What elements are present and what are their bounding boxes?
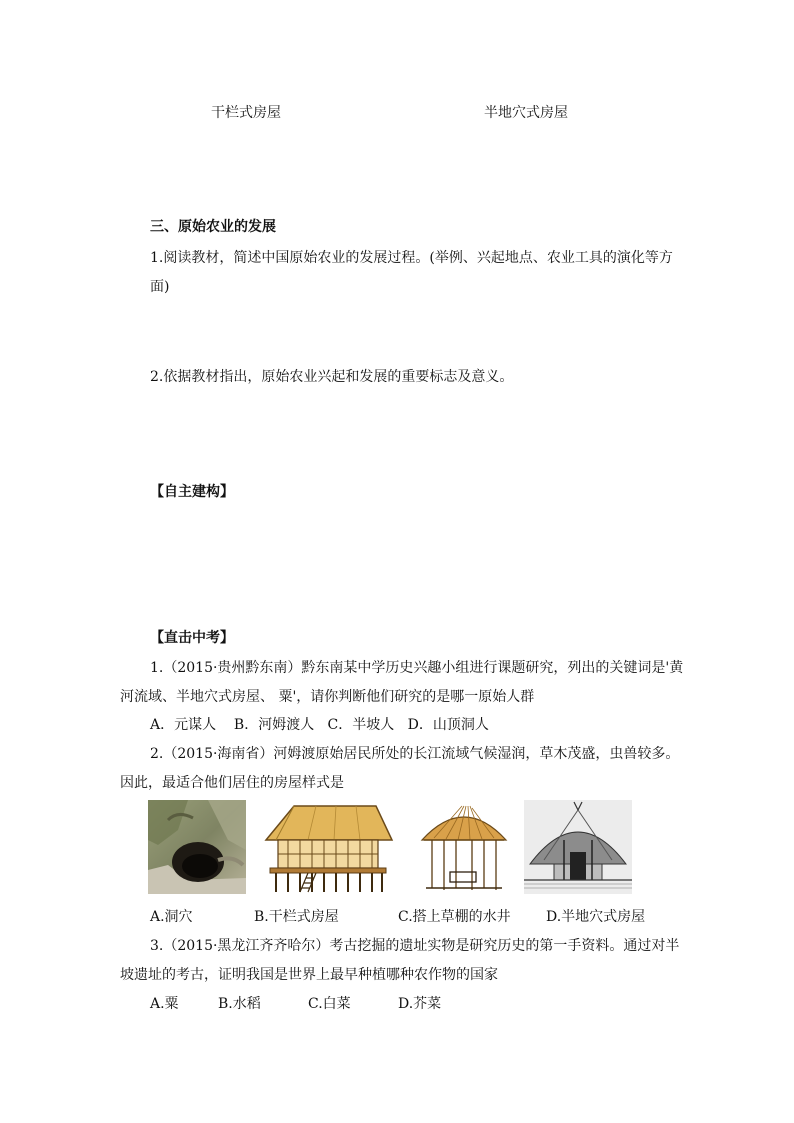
cave-image xyxy=(148,800,246,894)
exam-q2-line-2: 因此，最适合他们居住的房屋样式是 xyxy=(120,775,344,791)
caption-semi-subterranean-house: 半地穴式房屋 xyxy=(484,105,568,121)
stilt-house-image xyxy=(256,800,396,894)
exam-q1-options: A．元谋人 B．河姆渡人 C．半坡人 D．山顶洞人 xyxy=(150,717,489,733)
option-a-cave: A.洞穴 xyxy=(150,909,193,925)
caption-stilt-house: 干栏式房屋 xyxy=(211,105,281,121)
section-heading-primitive-agriculture: 三、原始农业的发展 xyxy=(150,219,276,235)
exam-q2-line-1: 2.（2015·海南省）河姆渡原始居民所处的长江流域气候湿润，草木茂盛，虫兽较多。 xyxy=(150,746,680,762)
self-build-heading: 【自主建构】 xyxy=(150,484,234,500)
exam-q3-option-b: B.水稻 xyxy=(218,996,261,1012)
exam-q3-line-2: 坡遗址的考古，证明我国是世界上最早种植哪种农作物的国家 xyxy=(120,967,498,983)
exam-q1-line-2: 河流域、半地穴式房屋、 粟'，请你判断他们研究的是哪一原始人群 xyxy=(120,689,535,705)
question-2: 2.依据教材指出，原始农业兴起和发展的重要标志及意义。 xyxy=(150,369,514,385)
question-1-line-2: 面) xyxy=(150,279,170,295)
thatched-well-image xyxy=(414,800,514,894)
exam-heading: 【直击中考】 xyxy=(150,630,234,646)
exam-q1-line-1: 1.（2015·贵州黔东南）黔东南某中学历史兴趣小组进行课题研究，列出的关键词是'黄 xyxy=(150,660,684,676)
exam-q3-line-1: 3.（2015·黑龙江齐齐哈尔）考古挖掘的遗址实物是研究历史的第一手资料。通过对半 xyxy=(150,938,680,954)
option-c-thatched-well: C.搭上草棚的水井 xyxy=(398,909,511,925)
option-d-semi-subterranean: D.半地穴式房屋 xyxy=(546,909,646,925)
option-b-stilt-house: B.干栏式房屋 xyxy=(254,909,339,925)
question-1-line-1: 1.阅读教材，简述中国原始农业的发展过程。(举例、兴起地点、农业工具的演化等方 xyxy=(150,250,673,266)
exam-q3-option-d: D.芥菜 xyxy=(398,996,442,1012)
semi-subterranean-house-image xyxy=(524,800,632,894)
exam-q3-option-c: C.白菜 xyxy=(308,996,351,1012)
exam-q3-option-a: A.粟 xyxy=(150,996,179,1012)
